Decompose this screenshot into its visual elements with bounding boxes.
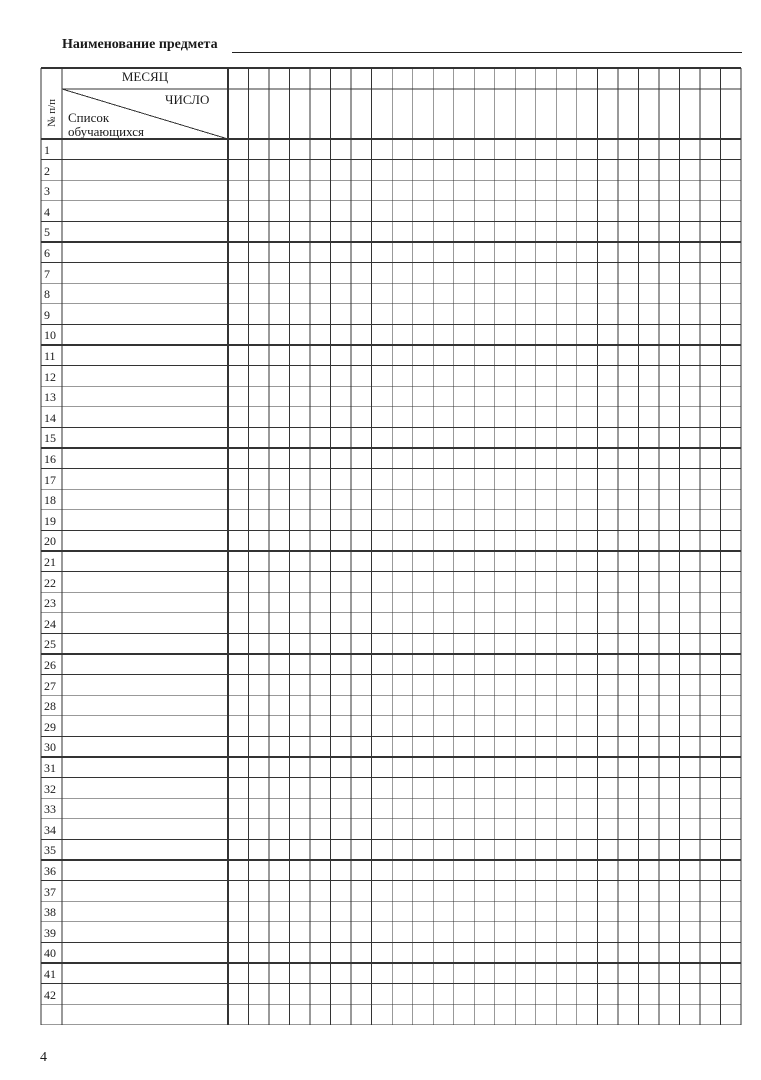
row-number: 11: [44, 349, 56, 363]
row-number: 21: [44, 555, 56, 569]
number-header: [43, 88, 61, 138]
row-number: 40: [44, 946, 56, 961]
student-name-cell[interactable]: [63, 181, 227, 201]
student-name-cell[interactable]: [63, 490, 227, 510]
row-number: 28: [44, 699, 56, 714]
student-name-cell[interactable]: [63, 676, 227, 696]
student-name-cell[interactable]: [63, 346, 227, 366]
row-number: 36: [44, 864, 56, 878]
student-name-cell[interactable]: [63, 264, 227, 284]
row-number: 3: [44, 184, 50, 199]
row-number: 2: [44, 163, 50, 178]
row-number: 7: [44, 266, 50, 281]
row-number: 12: [44, 369, 56, 384]
row-number: 24: [44, 616, 56, 631]
row-number: 16: [44, 452, 56, 466]
student-name-cell[interactable]: [63, 634, 227, 654]
student-name-cell[interactable]: [63, 779, 227, 799]
student-name-cell[interactable]: [63, 923, 227, 943]
row-number: 10: [44, 328, 56, 343]
student-name-cell[interactable]: [63, 408, 227, 428]
student-name-cell[interactable]: [63, 758, 227, 778]
subject-field-underline: [232, 52, 742, 53]
row-number: 27: [44, 678, 56, 693]
row-number: 35: [44, 843, 56, 858]
row-number: 31: [44, 761, 56, 775]
student-name-cell[interactable]: [63, 552, 227, 572]
student-name-cell[interactable]: [63, 161, 227, 181]
student-name-cell[interactable]: [63, 243, 227, 263]
row-number: 18: [44, 493, 56, 508]
student-name-cell[interactable]: [63, 284, 227, 304]
student-name-cell[interactable]: [63, 985, 227, 1005]
student-name-cell[interactable]: [63, 511, 227, 531]
row-number: 9: [44, 307, 50, 322]
row-number: 17: [44, 472, 56, 487]
subject-line: [62, 35, 742, 55]
row-number: 15: [44, 431, 56, 446]
student-name-cell[interactable]: [63, 470, 227, 490]
student-name-cell[interactable]: [63, 222, 227, 242]
student-name-cell[interactable]: [63, 799, 227, 819]
student-name-cell[interactable]: [63, 140, 227, 160]
row-number: 22: [44, 575, 56, 590]
row-number: 6: [44, 246, 50, 260]
student-name-cell[interactable]: [63, 964, 227, 984]
student-name-cell[interactable]: [63, 902, 227, 922]
student-name-cell[interactable]: [63, 840, 227, 860]
row-number: 33: [44, 802, 56, 817]
row-number: 41: [44, 967, 56, 981]
day-header: ЧИСЛО: [165, 92, 210, 107]
student-name-cell[interactable]: [63, 737, 227, 757]
month-header: МЕСЯЦ: [121, 69, 169, 84]
row-number: 38: [44, 905, 56, 920]
student-name-cell[interactable]: [63, 449, 227, 469]
row-number: 8: [44, 287, 50, 302]
student-name-cell[interactable]: [63, 696, 227, 716]
subject-label: Наименование предмета: [62, 37, 218, 52]
page-number: 4: [40, 1050, 47, 1065]
row-number: 26: [44, 658, 56, 672]
row-number: 4: [44, 204, 50, 219]
student-name-cell[interactable]: [63, 943, 227, 963]
row-number: 32: [44, 781, 56, 796]
student-name-cell[interactable]: [63, 655, 227, 675]
student-name-cell[interactable]: [63, 531, 227, 551]
student-name-cell[interactable]: [63, 202, 227, 222]
student-name-cell[interactable]: [63, 861, 227, 881]
row-number: 1: [44, 143, 50, 157]
number-header-label: № п/п: [46, 98, 59, 128]
student-name-cell[interactable]: [63, 573, 227, 593]
student-name-cell[interactable]: [63, 387, 227, 407]
student-name-cell[interactable]: [63, 367, 227, 387]
row-number: 5: [44, 225, 50, 240]
row-number: 23: [44, 596, 56, 611]
row-number: 37: [44, 884, 56, 899]
student-name-cell[interactable]: [63, 614, 227, 634]
student-list-header: Список обучающихся: [68, 110, 144, 139]
row-number: 39: [44, 925, 56, 940]
student-name-cell[interactable]: [63, 882, 227, 902]
student-name-cell[interactable]: [63, 820, 227, 840]
row-number: 34: [44, 822, 56, 837]
row-number: 19: [44, 513, 56, 528]
row-number: 29: [44, 719, 56, 734]
student-name-cell[interactable]: [63, 593, 227, 613]
student-name-cell[interactable]: [63, 325, 227, 345]
row-number: 14: [44, 410, 56, 425]
row-number: 25: [44, 637, 56, 652]
row-number: 30: [44, 740, 56, 755]
student-name-cell[interactable]: [63, 305, 227, 325]
row-number: 13: [44, 390, 56, 405]
student-name-cell[interactable]: [63, 428, 227, 448]
student-name-cell[interactable]: [63, 717, 227, 737]
row-number: 42: [44, 987, 56, 1002]
row-number: 20: [44, 534, 56, 549]
